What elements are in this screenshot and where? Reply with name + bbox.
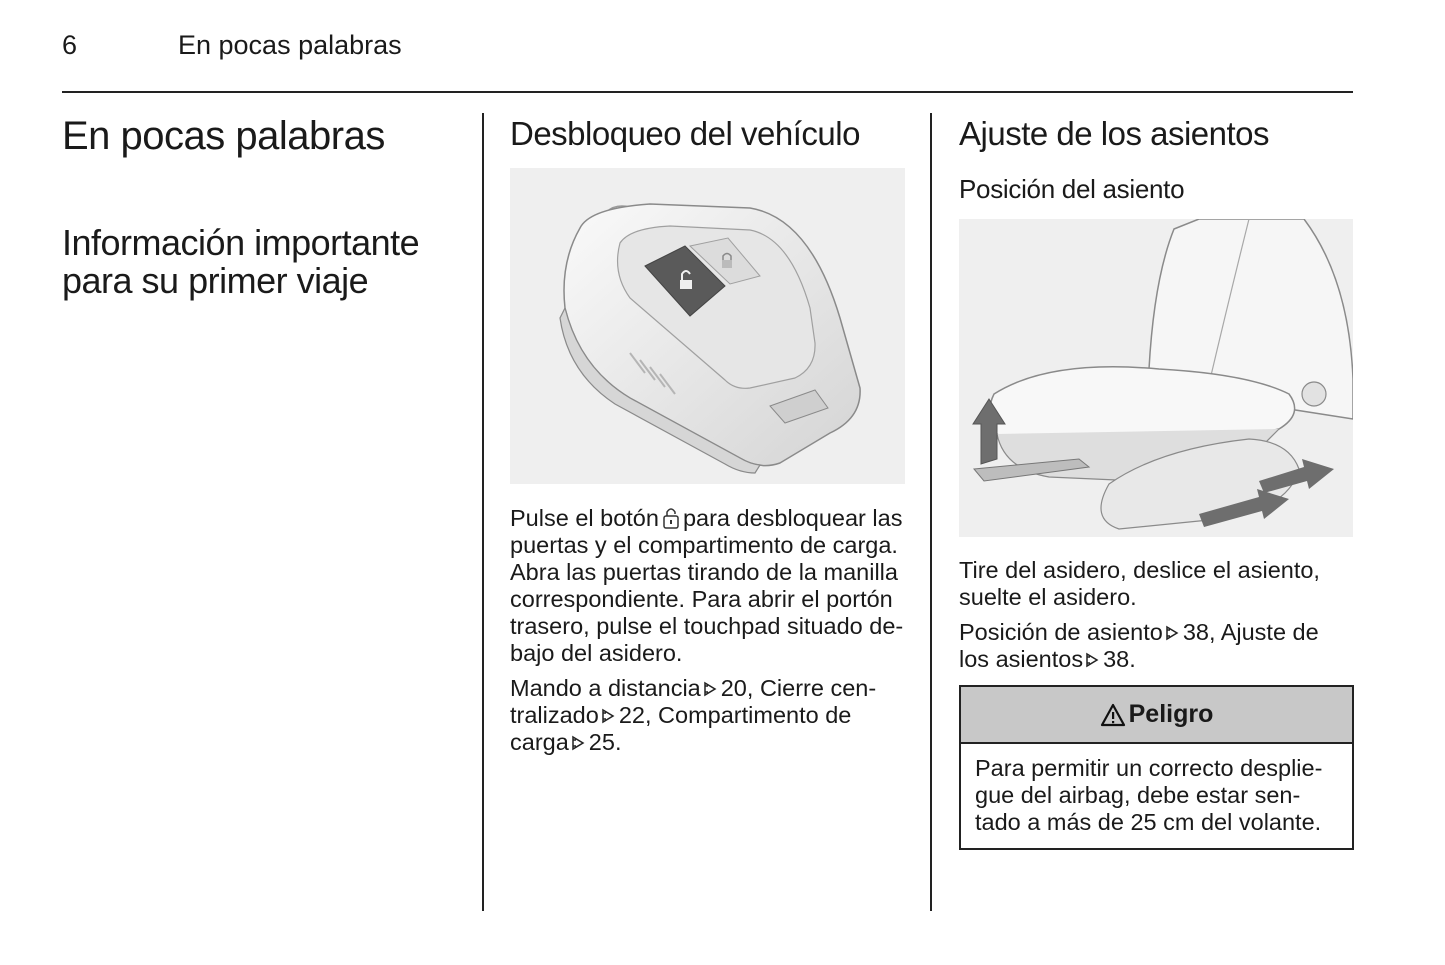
unlock-body-prefix: Pulse el botón xyxy=(510,505,659,531)
chapter-title: En pocas palabras xyxy=(62,114,385,158)
unlock-heading: Desbloqueo del vehículo xyxy=(510,115,860,152)
reference-link[interactable]: Cierre cen-tralizado 22 xyxy=(510,675,877,728)
reference-arrow-icon xyxy=(601,708,615,724)
column-seats xyxy=(959,112,1353,206)
unlock-body-rest: para desbloquear las puertas y el compartimento de carga. Abra las puertas tirando de la manilla correspondiente. Para abrir el portón trasero, pulse el touchpad situado de-bajo del asidero. xyxy=(510,505,904,666)
unlock-references: Mando a distancia 20, Cierre cen-tralizado 22, Compartimento de carga 25. xyxy=(510,675,877,755)
warning-title: Peligro xyxy=(1128,700,1214,728)
running-title: En pocas palabras xyxy=(178,30,402,60)
key-fob-illustration xyxy=(510,168,905,484)
reference-arrow-icon xyxy=(703,681,717,697)
section-title-line1: Información importante xyxy=(62,222,420,263)
unlock-paragraph xyxy=(510,505,905,667)
warning-text: Para permitir un correcto desplie-gue del airbag, debe estar sen-tado a más de 25 cm del volante. xyxy=(975,755,1323,835)
column-divider xyxy=(930,113,932,911)
reference-arrow-icon xyxy=(571,735,585,751)
warning-triangle-icon xyxy=(1100,703,1126,727)
header-rule xyxy=(62,91,1353,93)
section-title xyxy=(62,224,462,300)
key-fob-drawing xyxy=(510,168,905,484)
seats-heading: Ajuste de los asientos xyxy=(959,115,1270,152)
page-number: 6 xyxy=(62,30,78,60)
reference-arrow-icon xyxy=(1165,625,1179,641)
seat-position-subheading: Posición del asiento xyxy=(959,174,1185,204)
unlock-icon xyxy=(662,506,680,530)
reference-link[interactable]: Compartimento de carga 25 xyxy=(510,702,852,755)
seats-references: Posición de asiento 38, Ajuste de los asientos 38. xyxy=(959,619,1319,672)
seats-paragraph: Tire del asidero, deslice el asiento, suelte el asidero. xyxy=(959,557,1320,610)
warning-header xyxy=(961,687,1352,744)
unlock-text xyxy=(510,505,905,756)
section-title-line2: para su primer viaje xyxy=(62,260,369,301)
seats-text xyxy=(959,557,1353,673)
reference-arrow-icon xyxy=(1085,652,1099,668)
reference-link[interactable]: Mando a distancia 20 xyxy=(510,675,747,701)
danger-warning-box xyxy=(959,685,1354,850)
column-unlock xyxy=(510,112,905,156)
reference-link[interactable]: Posición de asiento 38 xyxy=(959,619,1209,645)
reference-link[interactable]: Ajuste de los asientos 38 xyxy=(959,619,1319,672)
seat-drawing xyxy=(959,219,1353,537)
column-intro xyxy=(62,112,462,300)
column-divider xyxy=(482,113,484,911)
seat-illustration xyxy=(959,219,1353,537)
